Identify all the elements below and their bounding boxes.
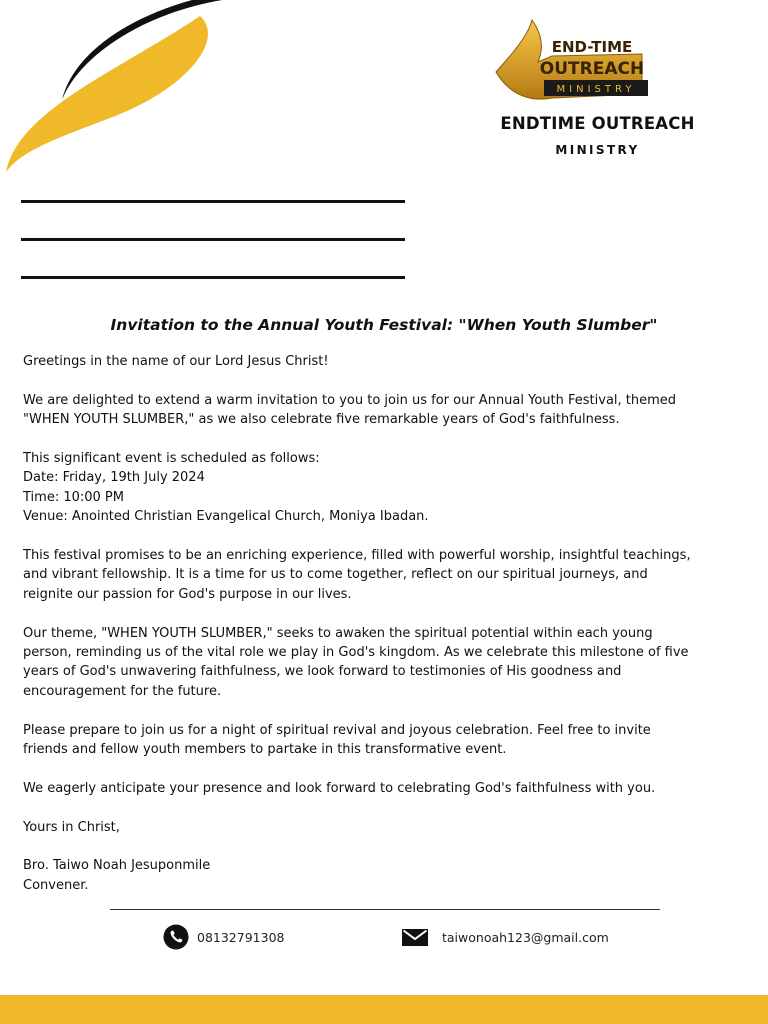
contact-phone[interactable] — [163, 924, 284, 950]
theme-line: years of God's unwavering faithfulness, we look forward to testimonies of His goodness and — [23, 664, 622, 680]
closing: Yours in Christ, — [23, 819, 120, 835]
intro-line: "WHEN YOUTH SLUMBER," as we also celebrate five remarkable years of God's faithfulness. — [23, 412, 620, 428]
envelope-icon — [402, 927, 428, 947]
signature-role: Convener. — [23, 877, 89, 893]
theme-line: encouragement for the future. — [23, 683, 222, 699]
intro-paragraph — [23, 391, 768, 430]
festival-line: This festival promises to be an enriching experience, filled with powerful worship, insightful teachings, — [23, 548, 691, 564]
prepare-line: Please prepare to join us for a night of spiritual revival and joyous celebration. Feel free to invite — [23, 722, 651, 738]
recipient-line-1 — [21, 200, 405, 203]
phone-icon — [163, 924, 189, 950]
anticipate-paragraph: We eagerly anticipate your presence and look forward to celebrating God's faithfulness with you. — [23, 780, 656, 796]
org-name: ENDTIME OUTREACH — [500, 114, 695, 133]
letter-title: Invitation to the Annual Youth Festival: "When Youth Slumber" — [110, 316, 658, 334]
theme-paragraph — [23, 624, 768, 702]
greeting: Greetings in the name of our Lord Jesus Christ! — [23, 354, 329, 369]
signature-block — [23, 856, 768, 895]
letter-body — [23, 352, 768, 895]
ministry-logo — [492, 14, 654, 106]
decorative-swoosh — [0, 0, 230, 180]
festival-line: and vibrant fellowship. It is a time for us to come together, reflect on our spiritual journeys, and — [23, 567, 648, 583]
theme-line: person, reminding us of the vital role we play in God's kingdom. As we celebrate this milestone of five — [23, 645, 689, 661]
footer-divider — [110, 909, 660, 910]
signature-name: Bro. Taiwo Noah Jesuponmile — [23, 858, 211, 874]
event-time: Time: 10:00 PM — [23, 489, 124, 505]
recipient-line-3 — [21, 276, 405, 279]
phone-number[interactable]: 08132791308 — [197, 929, 285, 945]
prepare-paragraph — [23, 721, 768, 760]
theme-line: Our theme, "WHEN YOUTH SLUMBER," seeks to awaken the spiritual potential within each young — [23, 625, 653, 641]
prepare-line: friends and fellow youth members to partake in this transformative event. — [23, 742, 507, 758]
org-subtitle: MINISTRY — [555, 143, 640, 157]
schedule-paragraph — [23, 449, 768, 527]
schedule-intro: This significant event is scheduled as follows: — [23, 451, 320, 466]
email-address[interactable]: taiwonoah123@gmail.com — [442, 929, 609, 945]
recipient-line-2 — [21, 238, 405, 241]
logo-text-line3: MINISTRY — [556, 84, 636, 95]
intro-line: We are delighted to extend a warm invitation to you to join us for our Annual Youth Festival, themed — [23, 392, 677, 408]
logo-text-line1: END-TIME — [551, 38, 633, 56]
festival-line: reignite our passion for God's purpose in our lives. — [23, 586, 352, 602]
festival-paragraph — [23, 546, 768, 604]
bottom-accent-bar — [0, 995, 768, 1024]
event-date: Date: Friday, 19th July 2024 — [23, 470, 205, 486]
event-venue: Venue: Anointed Christian Evangelical Church, Moniya Ibadan. — [23, 509, 429, 525]
contact-email[interactable] — [402, 924, 609, 950]
logo-text-line2: OUTREACH — [539, 59, 645, 79]
